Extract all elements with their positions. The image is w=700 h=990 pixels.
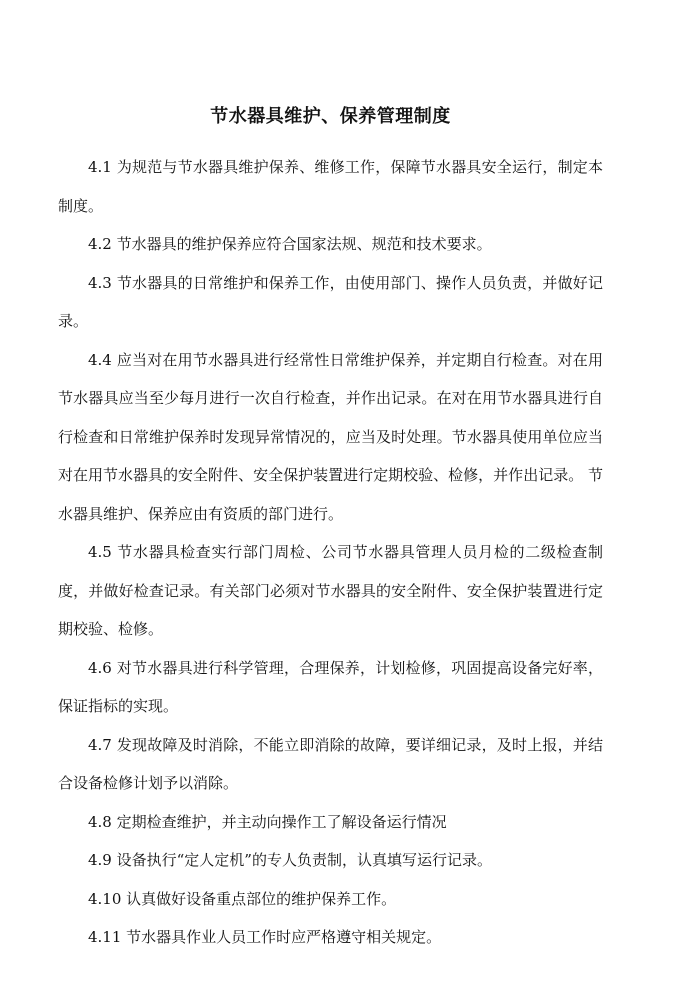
clause-4-10: 4.10 认真做好设备重点部位的维护保养工作。: [88, 889, 397, 908]
clause-4-11: 4.11 节水器具作业人员工作时应严格遵守相关规定。: [88, 928, 442, 946]
clause-4-5: 4.5 节水器具检查实行部门周检、公司节水器具管理人员月检的二级检查制度，并做好检查记录。有关部门必须对节水器具的安全附件、安全保护装置进行定期校验、检修。: [58, 543, 603, 638]
document-title: 节水器具维护、保养管理制度: [210, 106, 451, 127]
clause-4-3: 4.3 节水器具的日常维护和保养工作，由使用部门、操作人员负责，并做好记录。: [58, 273, 603, 330]
clause-4-4: 4.4 应当对在用节水器具进行经常性日常维护保养，并定期自行检查。对在用节水器具应当至少每月进行一次自行检查，并作出记录。在对在用节水器具进行自行检查和日常维护保养时发现异常情况的，应当及时处理。节水器具使用单位应当对在用节水器具的安全附件、安全保护装置进行定期校验、检修，并作出记录。 节水器具维护、保养应由有资质的部门进行。: [58, 350, 603, 523]
clause-4-1: 4.1 为规范与节水器具维护保养、维修工作，保障节水器具安全运行，制定本制度。: [58, 158, 603, 215]
clause-4-8: 4.8 定期检查维护，并主动向操作工了解设备运行情况: [88, 812, 447, 831]
document-page: [58, 98, 603, 957]
clause-4-6: 4.6 对节水器具进行科学管理，合理保养，计划检修，巩固提高设备完好率，保证指标的实现。: [58, 658, 603, 715]
clause-4-7: 4.7 发现故障及时消除，不能立即消除的故障，要详细记录，及时上报，并结合设备检修计划予以消除。: [58, 735, 603, 792]
clause-4-9: 4.9 设备执行“定人定机”的专人负责制，认真填写运行记录。: [88, 851, 492, 869]
clause-4-2: 4.2 节水器具的维护保养应符合国家法规、规范和技术要求。: [88, 235, 492, 253]
